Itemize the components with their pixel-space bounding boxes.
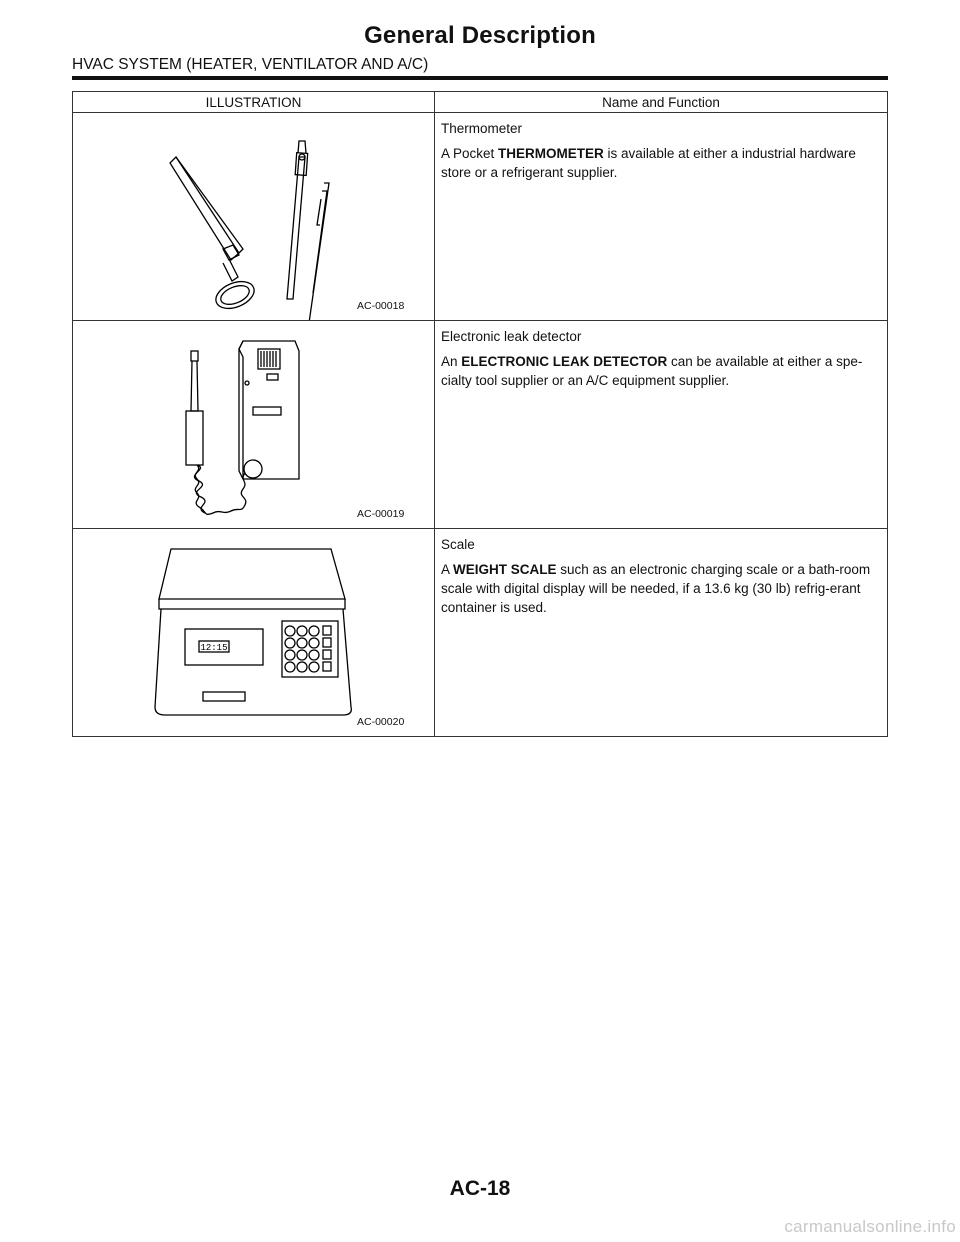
illustration-cell: [73, 321, 435, 529]
tools-table: [72, 91, 888, 737]
table-header-row: [73, 92, 888, 113]
tool-description: A WEIGHT SCALE such as an electronic charging scale or a bath-room scale with digital display will be needed, if a 13.6 kg (30 lb) refrig-erant container is used.: [441, 562, 871, 615]
section-subtitle: HVAC SYSTEM (HEATER, VENTILATOR AND A/C): [72, 56, 429, 73]
illustration-cell: [73, 113, 435, 321]
illustration-code: AC-00018: [357, 300, 405, 312]
watermark: carmanualsonline.info: [784, 1217, 956, 1236]
table-row: [73, 113, 888, 321]
tool-description: An ELECTRONIC LEAK DETECTOR can be available at either a spe-cialty tool supplier or an A/C equipment supplier.: [441, 354, 863, 388]
page-number: AC-18: [449, 1177, 511, 1200]
table-row: [73, 529, 888, 737]
tool-keyword: WEIGHT SCALE: [453, 562, 557, 577]
thermometer-illustration: [73, 113, 435, 320]
tool-keyword: THERMOMETER: [498, 146, 604, 161]
description-cell: [435, 529, 888, 737]
tool-description: A Pocket THERMOMETER is available at either a industrial hardware store or a refrigerant supplier.: [441, 146, 856, 180]
leak-detector-illustration: [73, 321, 435, 528]
weight-scale-illustration: [73, 529, 435, 736]
description-cell: [435, 113, 888, 321]
table-row: [73, 321, 888, 529]
illustration-code: AC-00020: [357, 716, 405, 728]
column-header-name-function: Name and Function: [435, 92, 888, 113]
column-header-illustration: ILLUSTRATION: [73, 92, 435, 113]
tool-name: Electronic leak detector: [441, 329, 582, 344]
scale-display-text: 12:15: [200, 643, 228, 653]
page-title: General Description: [364, 22, 596, 49]
tool-name: Thermometer: [441, 121, 523, 136]
header-rule: [72, 76, 888, 80]
tool-keyword: ELECTRONIC LEAK DETECTOR: [461, 354, 668, 369]
illustration-cell: [73, 529, 435, 737]
description-cell: [435, 321, 888, 529]
illustration-code: AC-00019: [357, 508, 405, 520]
tool-name: Scale: [441, 537, 475, 552]
